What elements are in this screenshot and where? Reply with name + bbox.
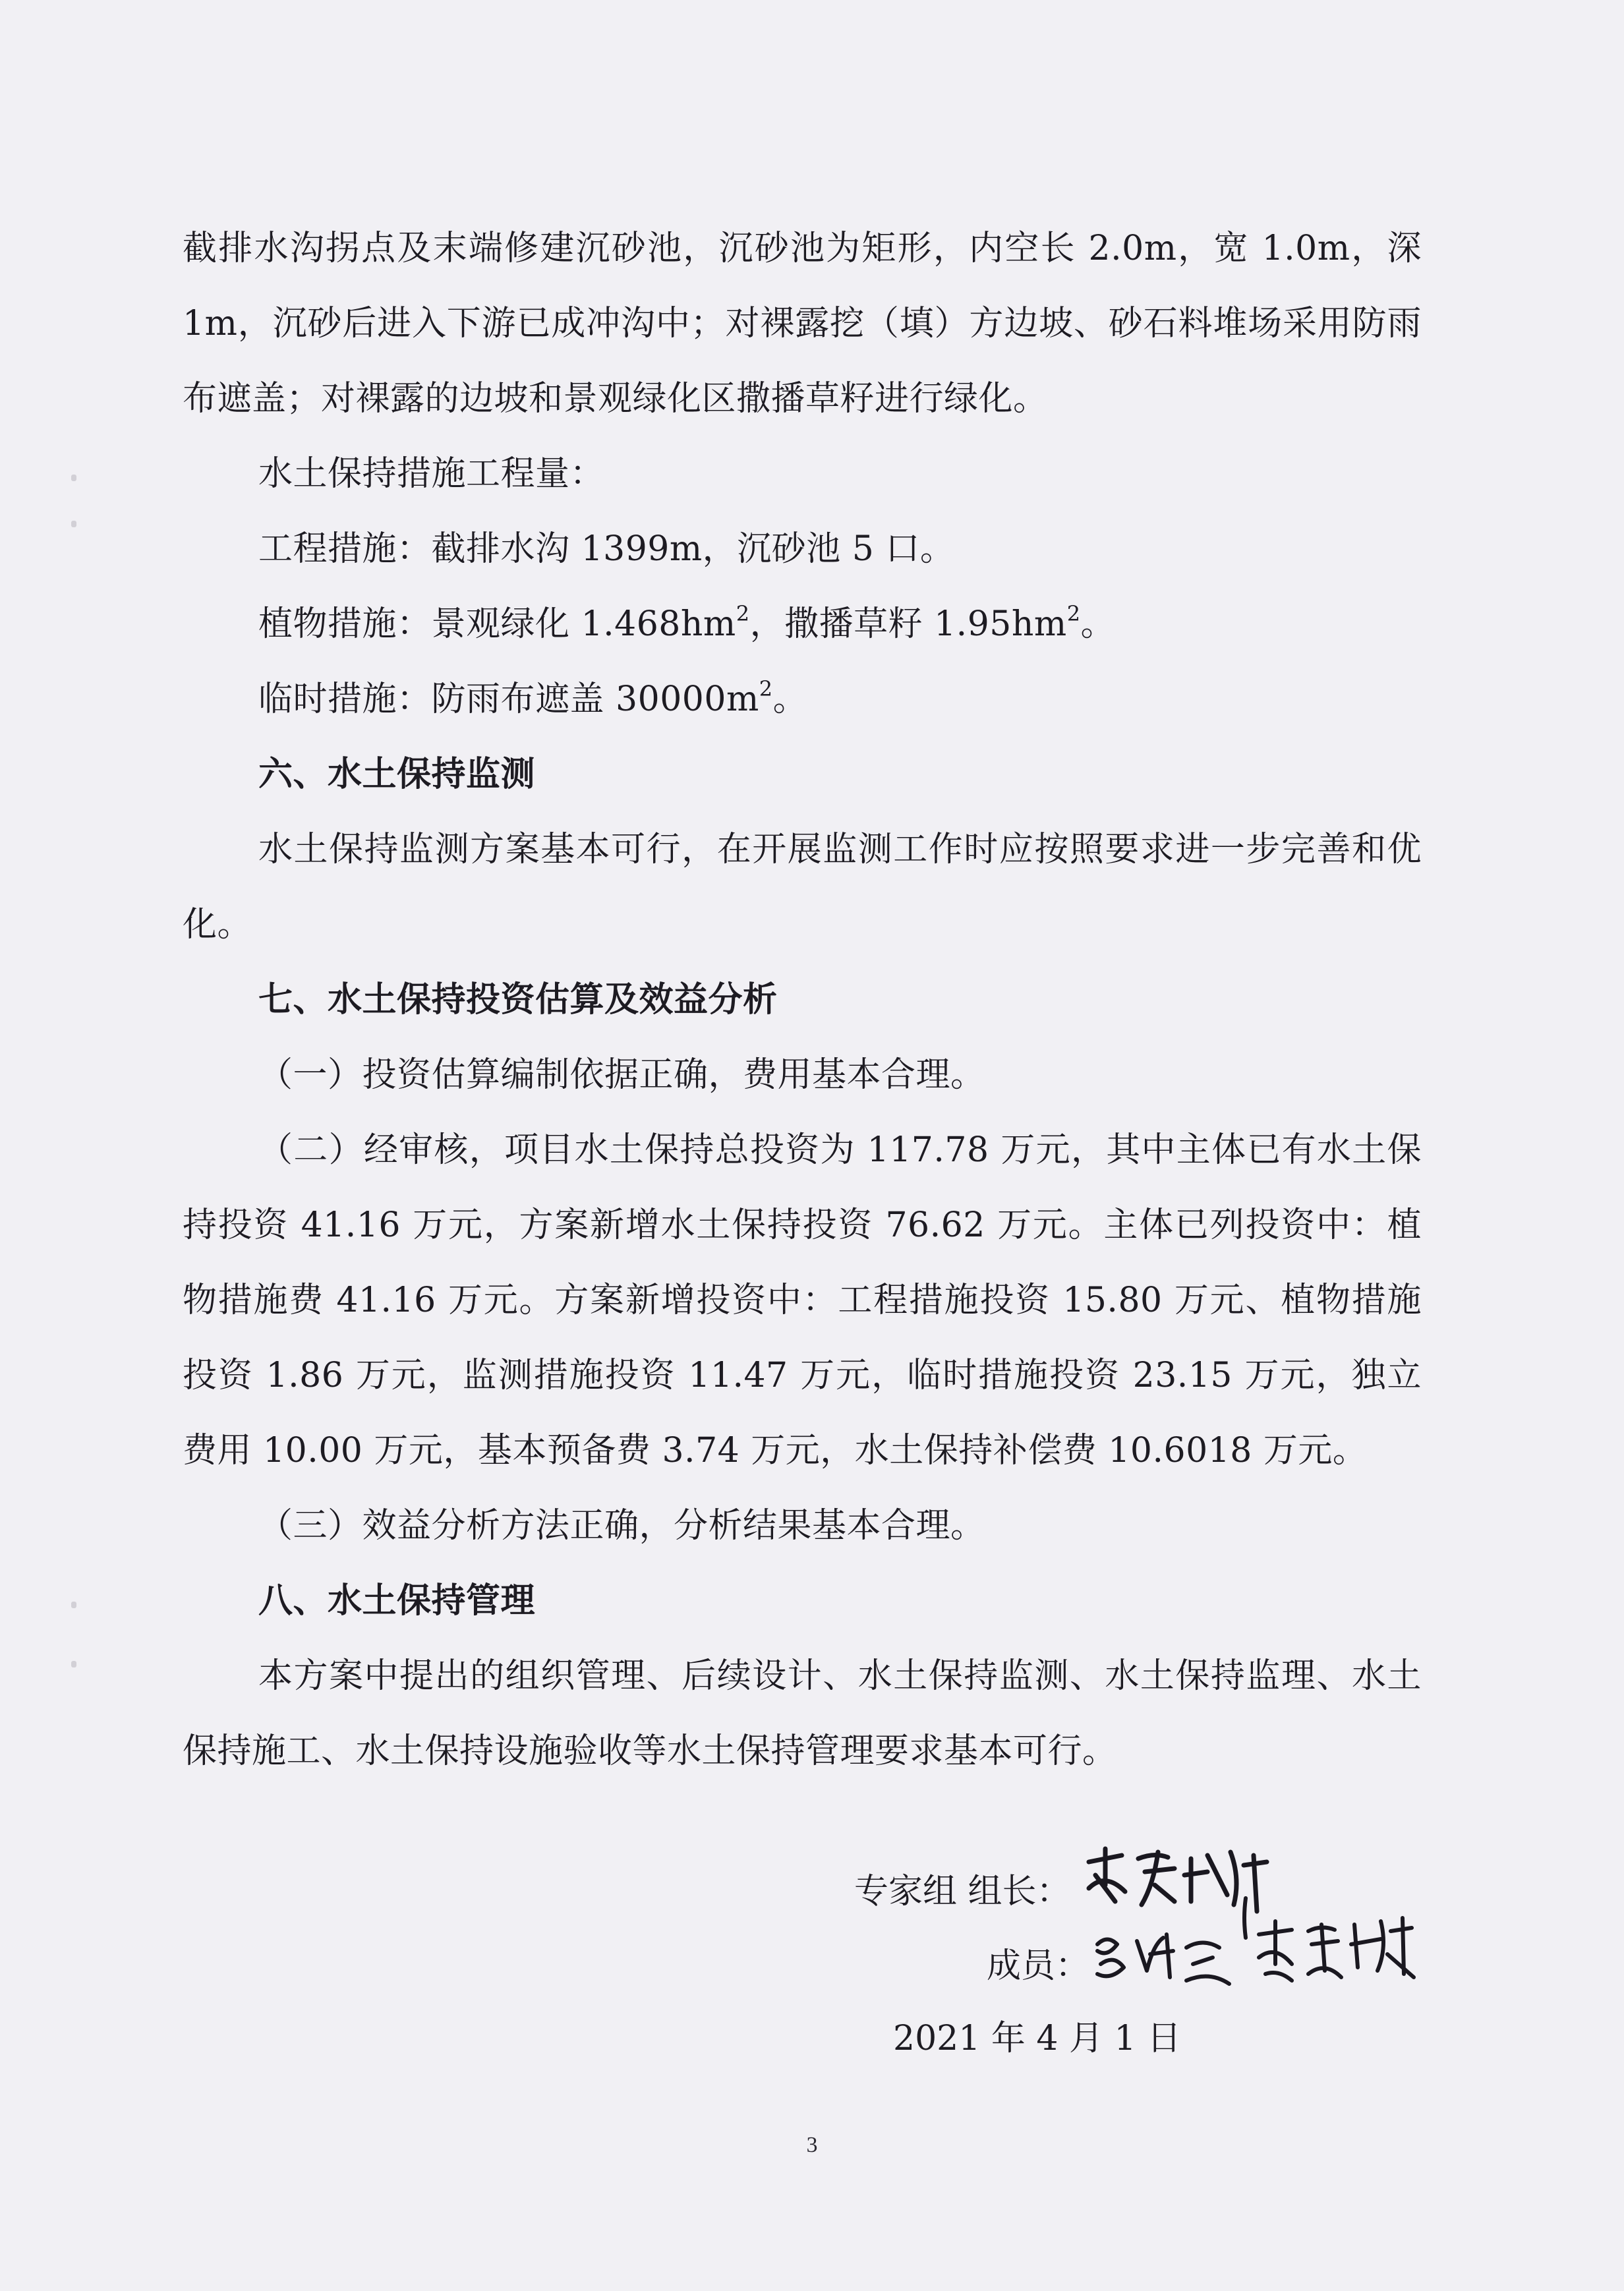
paragraph-engineering-measures: 工程措施：截排水沟 1399m，沉砂池 5 口。 xyxy=(258,529,955,569)
temporary-measures-text-a: 临时措施：防雨布遮盖 30000m xyxy=(258,680,759,719)
paragraph-investment-2: （二）经审核，项目水土保持总投资为 117.78 万元，其中主体已有水土保持投资 41.16 万元，方案新增水土保持投资 76.62 万元。主体已列投资中：植物措施费 41.16 万元。方案新增投资中：工程措施投资 15.80 万元、植物措施投资 1.86 万元，监测措施投资 11.47 万元，临时措施投资 23.15 万元，独立费用 10.00 万元，基本预备费 3.74 万元，水土保持补偿费 10.6018 万元。 xyxy=(183,1130,1422,1470)
page-number: 3 xyxy=(806,2133,818,2157)
plant-measures-text-a: 植物措施：景观绿化 1.468hm xyxy=(258,604,736,644)
members-label: 成员： xyxy=(987,1946,1090,1986)
section-heading-investment: 七、水土保持投资估算及效益分析 xyxy=(258,980,778,1020)
paragraph-investment-3: （三）效益分析方法正确，分析结果基本合理。 xyxy=(258,1506,985,1546)
superscript: 2 xyxy=(1066,601,1081,626)
paragraph-temporary-measures xyxy=(183,662,1422,737)
signature-date: 2021 年 4 月 1 日 xyxy=(893,2019,1182,2058)
document-body xyxy=(183,211,1422,1789)
punch-hole-mark xyxy=(71,475,76,481)
superscript: 2 xyxy=(736,601,750,626)
plant-measures-text-c: 。 xyxy=(1080,604,1116,644)
punch-hole-mark xyxy=(71,1602,76,1608)
paragraph-plant-measures xyxy=(183,587,1422,662)
plant-measures-text-b: ，撒播草籽 1.95hm xyxy=(749,604,1067,644)
section-heading-management: 八、水土保持管理 xyxy=(258,1581,536,1621)
punch-hole-mark xyxy=(71,1661,76,1668)
section-heading-monitoring: 六、水土保持监测 xyxy=(258,755,536,794)
paragraph-management: 本方案中提出的组织管理、后续设计、水土保持监测、水土保持监理、水土保持施工、水土保持设施验收等水土保持管理要求基本可行。 xyxy=(183,1656,1422,1771)
expert-group-leader-label: 专家组 组长： xyxy=(854,1872,1071,1911)
paragraph-investment-1: （一）投资估算编制依据正确，费用基本合理。 xyxy=(258,1055,985,1095)
member1-signature-image xyxy=(1088,1918,1239,1990)
temporary-measures-text-b: 。 xyxy=(772,680,808,719)
member2-signature-image xyxy=(1239,1892,1424,1990)
paragraph-monitoring: 水土保持监测方案基本可行，在开展监测工作时应按照要求进一步完善和优化。 xyxy=(183,830,1422,944)
paragraph-sediment-basin: 截排水沟拐点及末端修建沉砂池，沉砂池为矩形，内空长 2.0m，宽 1.0m，深 1m，沉砂后进入下游已成冲沟中；对裸露挖（填）方边坡、砂石料堆场采用防雨布遮盖；对裸露的边坡和景观绿化区撒播草籽进行绿化。 xyxy=(183,229,1422,419)
punch-hole-mark xyxy=(71,521,76,527)
superscript: 2 xyxy=(759,676,773,701)
paragraph-measures-quantity: 水土保持措施工程量： xyxy=(258,454,605,494)
